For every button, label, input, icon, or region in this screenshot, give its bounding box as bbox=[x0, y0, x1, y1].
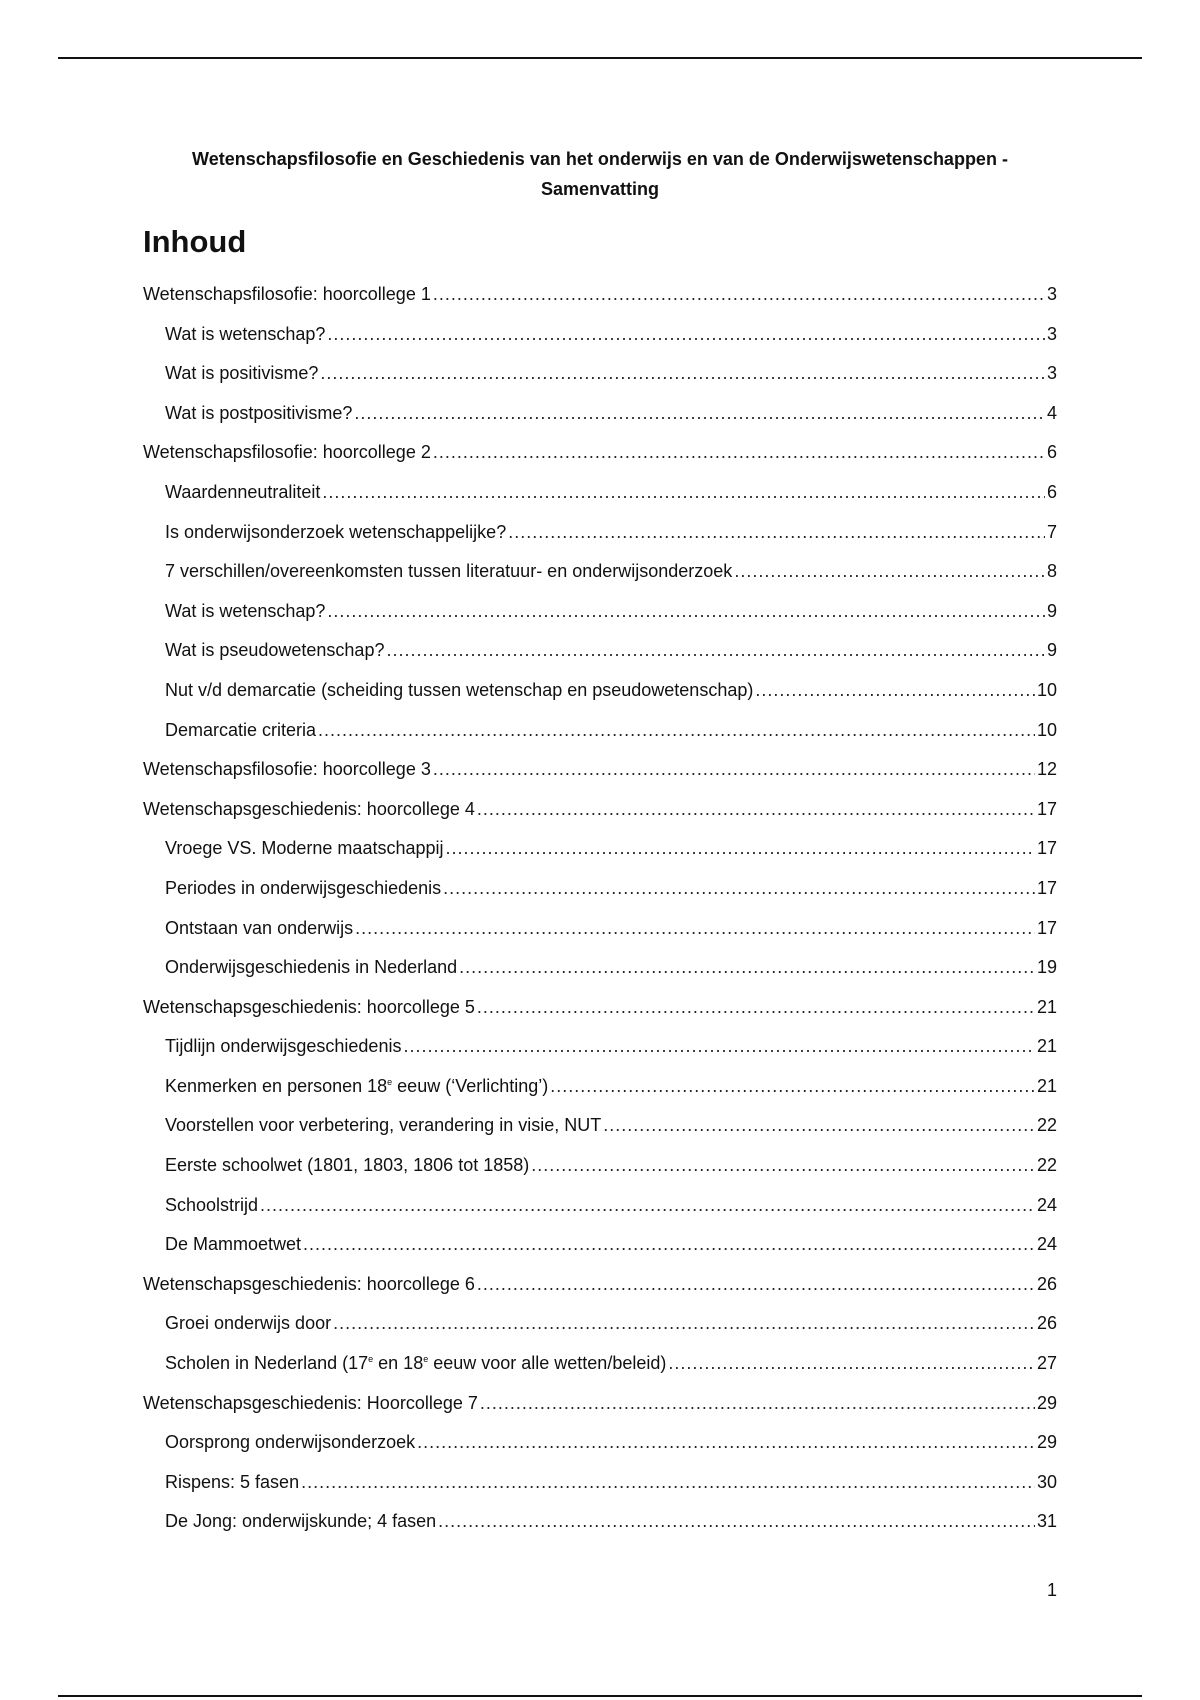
document-title bbox=[140, 144, 1060, 204]
toc-entry-page: 6 bbox=[1046, 442, 1057, 463]
toc-entry-text: Tijdlijn onderwijsgeschiedenis bbox=[165, 1036, 402, 1057]
toc-entry-text: Rispens: 5 fasen bbox=[165, 1471, 300, 1492]
toc-entry-page: 24 bbox=[1036, 1194, 1057, 1215]
toc-entry-text: 7 verschillen/overeenkomsten tussen literatuur- en onderwijsonderzoek bbox=[165, 561, 733, 582]
toc-entry-text: Wat is positivisme? bbox=[165, 363, 319, 384]
toc-entry-label bbox=[165, 718, 316, 742]
toc-entry[interactable] bbox=[143, 361, 1057, 401]
superscript: e bbox=[423, 1354, 429, 1365]
toc-entry-text: Wetenschapsgeschiedenis: Hoorcollege 7 bbox=[143, 1392, 478, 1413]
dot-leader bbox=[603, 1113, 1035, 1137]
dot-leader bbox=[477, 797, 1035, 821]
dot-leader bbox=[443, 876, 1035, 900]
toc-entry-label bbox=[165, 1193, 258, 1217]
toc-entry-page: 21 bbox=[1036, 1036, 1057, 1057]
toc-entry[interactable] bbox=[143, 876, 1057, 916]
toc-entry-label bbox=[165, 876, 441, 900]
toc-entry-page: 27 bbox=[1036, 1353, 1057, 1374]
toc-entry[interactable] bbox=[143, 1351, 1057, 1391]
toc-entry[interactable] bbox=[143, 282, 1057, 322]
toc-entry[interactable] bbox=[143, 440, 1057, 480]
dot-leader bbox=[668, 1351, 1035, 1375]
toc-entry-label bbox=[143, 995, 475, 1019]
toc-entry-label bbox=[165, 1153, 529, 1177]
dot-leader bbox=[433, 757, 1035, 781]
header-rule bbox=[58, 57, 1142, 59]
dot-leader bbox=[301, 1470, 1035, 1494]
toc-entry-text: Wetenschapsgeschiedenis: hoorcollege 6 bbox=[143, 1273, 475, 1294]
toc-entry[interactable] bbox=[143, 1509, 1057, 1549]
toc-entry[interactable] bbox=[143, 797, 1057, 837]
toc-entry-label bbox=[165, 1113, 601, 1137]
toc-entry[interactable] bbox=[143, 1470, 1057, 1510]
toc-entry-page: 24 bbox=[1036, 1234, 1057, 1255]
toc-entry-text: Vroege VS. Moderne maatschappij bbox=[165, 838, 444, 859]
toc-entry-page: 19 bbox=[1036, 957, 1057, 978]
dot-leader bbox=[355, 916, 1035, 940]
document-title-line-2: Samenvatting bbox=[540, 179, 660, 199]
dot-leader bbox=[477, 995, 1035, 1019]
toc-entry-text: Schoolstrijd bbox=[165, 1194, 259, 1215]
toc-entry-text: Wetenschapsgeschiedenis: hoorcollege 5 bbox=[143, 996, 475, 1017]
toc-entry-label bbox=[165, 559, 732, 583]
toc-entry-label bbox=[165, 1311, 331, 1335]
toc-entry-text: Wetenschapsgeschiedenis: hoorcollege 4 bbox=[143, 798, 475, 819]
dot-leader bbox=[550, 1074, 1035, 1098]
toc-entry-text: Is onderwijsonderzoek wetenschappelijke? bbox=[165, 521, 507, 542]
dot-leader bbox=[438, 1509, 1035, 1533]
toc-entry-text: Wat is wetenschap? bbox=[165, 600, 326, 621]
dot-leader bbox=[446, 836, 1035, 860]
toc-entry[interactable] bbox=[143, 836, 1057, 876]
toc-entry-text: eeuw voor alle wetten/beleid) bbox=[428, 1353, 667, 1374]
toc-entry-label bbox=[143, 1391, 478, 1415]
toc-entry-label bbox=[143, 757, 431, 781]
toc-entry-label bbox=[165, 1470, 299, 1494]
toc-entry-page: 3 bbox=[1046, 284, 1057, 304]
toc-entry-label bbox=[165, 401, 352, 425]
toc-entry[interactable] bbox=[143, 718, 1057, 758]
dot-leader bbox=[755, 678, 1035, 702]
dot-leader bbox=[386, 638, 1045, 662]
dot-leader bbox=[433, 440, 1045, 464]
toc-entry-label bbox=[165, 1074, 548, 1098]
toc-entry-label bbox=[165, 836, 444, 860]
dot-leader bbox=[403, 1034, 1035, 1058]
dot-leader bbox=[480, 1391, 1035, 1415]
dot-leader bbox=[417, 1430, 1035, 1454]
toc-entry[interactable] bbox=[143, 678, 1057, 718]
toc-entry-page: 21 bbox=[1036, 996, 1057, 1017]
toc-entry[interactable] bbox=[143, 322, 1057, 362]
document-title-line-1: Wetenschapsfilosofie en Geschiedenis van het onderwijs en van de Onderwijswetenschappen - bbox=[192, 149, 1008, 169]
toc-entry-text: Nut v/d demarcatie (scheiding tussen wetenschap en pseudowetenschap) bbox=[165, 679, 754, 700]
dot-leader bbox=[327, 599, 1045, 623]
dot-leader bbox=[322, 480, 1045, 504]
toc-entry-label bbox=[165, 520, 506, 544]
toc-entry[interactable] bbox=[143, 638, 1057, 678]
toc-entry-page: 17 bbox=[1036, 798, 1057, 819]
toc-entry-label bbox=[143, 797, 475, 821]
toc-entry-text: Scholen in Nederland (17 bbox=[165, 1353, 369, 1374]
dot-leader bbox=[320, 361, 1045, 385]
toc-entry[interactable] bbox=[143, 1074, 1057, 1114]
dot-leader bbox=[333, 1311, 1035, 1335]
toc-entry-label bbox=[165, 916, 353, 940]
toc-entry[interactable] bbox=[143, 401, 1057, 441]
toc-entry[interactable] bbox=[143, 1113, 1057, 1153]
toc-entry[interactable] bbox=[143, 520, 1057, 560]
toc-entry-page: 31 bbox=[1036, 1511, 1057, 1532]
toc-entry[interactable] bbox=[143, 1153, 1057, 1193]
dot-leader bbox=[354, 401, 1045, 425]
toc-entry-page: 29 bbox=[1036, 1392, 1057, 1413]
toc-entry-page: 29 bbox=[1036, 1432, 1057, 1453]
dot-leader bbox=[303, 1232, 1035, 1256]
dot-leader bbox=[260, 1193, 1035, 1217]
toc-entry-text: eeuw (‘Verlichting’) bbox=[392, 1075, 549, 1096]
toc-entry-page: 8 bbox=[1046, 561, 1057, 582]
toc-entry-page: 26 bbox=[1036, 1273, 1057, 1294]
toc-entry-text: Periodes in onderwijsgeschiedenis bbox=[165, 877, 442, 898]
toc-entry-label bbox=[165, 1034, 401, 1058]
toc-entry-label bbox=[165, 322, 325, 346]
toc-entry[interactable] bbox=[143, 757, 1057, 797]
toc-entry[interactable] bbox=[143, 1311, 1057, 1351]
toc-entry[interactable] bbox=[143, 955, 1057, 995]
toc-entry[interactable] bbox=[143, 559, 1057, 599]
toc-entry-text: De Jong: onderwijskunde; 4 fasen bbox=[165, 1511, 437, 1532]
toc-entry-page: 22 bbox=[1036, 1155, 1057, 1176]
dot-leader bbox=[327, 322, 1045, 346]
dot-leader bbox=[531, 1153, 1035, 1177]
dot-leader bbox=[318, 718, 1035, 742]
toc-entry-page: 9 bbox=[1046, 600, 1057, 621]
toc-entry-text: Ontstaan van onderwijs bbox=[165, 917, 354, 938]
toc-entry-page: 3 bbox=[1046, 323, 1057, 344]
dot-leader bbox=[477, 1272, 1035, 1296]
toc-entry-text: Onderwijsgeschiedenis in Nederland bbox=[165, 957, 458, 978]
toc-entry-page: 21 bbox=[1036, 1075, 1057, 1096]
toc-entry-page: 10 bbox=[1036, 679, 1057, 700]
toc-entry-text: Wat is pseudowetenschap? bbox=[165, 640, 385, 661]
toc-entry-text: en 18 bbox=[373, 1353, 424, 1374]
toc-entry[interactable] bbox=[143, 1430, 1057, 1470]
toc-entry-text: De Mammoetwet bbox=[165, 1234, 302, 1255]
toc-entry-text: Oorsprong onderwijsonderzoek bbox=[165, 1432, 416, 1453]
toc-entry-page: 7 bbox=[1046, 521, 1057, 542]
toc-entry-page: 26 bbox=[1036, 1313, 1057, 1334]
toc-entry-label bbox=[165, 1232, 301, 1256]
toc-entry-label bbox=[143, 282, 431, 306]
toc-entry-page: 3 bbox=[1046, 363, 1057, 384]
toc-entry-page: 17 bbox=[1036, 917, 1057, 938]
toc-entry-text: Eerste schoolwet (1801, 1803, 1806 tot 1858) bbox=[165, 1155, 530, 1176]
toc-entry-label bbox=[165, 480, 320, 504]
toc-entry-label bbox=[165, 1351, 666, 1375]
toc-entry-page: 17 bbox=[1036, 838, 1057, 859]
toc-entry-text: Wetenschapsfilosofie: hoorcollege 1 bbox=[143, 284, 431, 304]
toc-heading: Inhoud bbox=[143, 224, 247, 259]
superscript: e bbox=[368, 1354, 374, 1365]
toc-entry-text: Waardenneutraliteit bbox=[165, 481, 321, 502]
toc-entry-label bbox=[165, 1430, 415, 1454]
page-number: 1 bbox=[1046, 1580, 1057, 1600]
toc-entry-page: 17 bbox=[1036, 877, 1057, 898]
toc-entry-label bbox=[165, 678, 753, 702]
toc-entry-label bbox=[165, 599, 325, 623]
toc-entry-text: Wat is wetenschap? bbox=[165, 323, 326, 344]
toc-entry-page: 6 bbox=[1046, 481, 1057, 502]
toc-entry-page: 4 bbox=[1046, 402, 1057, 423]
toc-entry-label bbox=[165, 1509, 436, 1533]
toc-entry-label bbox=[165, 361, 318, 385]
toc-entry-text: Groei onderwijs door bbox=[165, 1313, 332, 1334]
toc-entry-page: 10 bbox=[1036, 719, 1057, 740]
dot-leader bbox=[508, 520, 1045, 544]
toc-entry-label bbox=[165, 638, 384, 662]
toc-entry[interactable] bbox=[143, 1232, 1057, 1272]
toc-entry[interactable] bbox=[143, 916, 1057, 956]
toc-entry[interactable] bbox=[143, 1272, 1057, 1312]
toc-entry-label bbox=[165, 955, 457, 979]
toc-entry[interactable] bbox=[143, 1391, 1057, 1431]
toc-entry-label bbox=[143, 440, 431, 464]
dot-leader bbox=[734, 559, 1045, 583]
toc-entry[interactable] bbox=[143, 1034, 1057, 1074]
dot-leader bbox=[459, 955, 1035, 979]
toc-entry-text: Wat is postpositivisme? bbox=[165, 402, 353, 423]
table-of-contents bbox=[143, 282, 1057, 1549]
dot-leader bbox=[433, 282, 1045, 306]
toc-entry[interactable] bbox=[143, 480, 1057, 520]
footer-rule bbox=[58, 1695, 1142, 1697]
toc-entry-text: Voorstellen voor verbetering, verandering in visie, NUT bbox=[165, 1115, 602, 1136]
toc-entry[interactable] bbox=[143, 1193, 1057, 1233]
toc-entry[interactable] bbox=[143, 995, 1057, 1035]
superscript: e bbox=[387, 1076, 393, 1087]
toc-entry-page: 9 bbox=[1046, 640, 1057, 661]
toc-entry-text: Wetenschapsfilosofie: hoorcollege 3 bbox=[143, 759, 431, 780]
toc-entry-text: Kenmerken en personen 18 bbox=[165, 1075, 388, 1096]
toc-entry-text: Demarcatie criteria bbox=[165, 719, 317, 740]
toc-entry-page: 12 bbox=[1036, 759, 1057, 780]
toc-entry-text: Wetenschapsfilosofie: hoorcollege 2 bbox=[143, 442, 431, 463]
toc-entry[interactable] bbox=[143, 599, 1057, 639]
toc-entry-label bbox=[143, 1272, 475, 1296]
toc-entry-page: 30 bbox=[1036, 1471, 1057, 1492]
toc-entry-page: 22 bbox=[1036, 1115, 1057, 1136]
